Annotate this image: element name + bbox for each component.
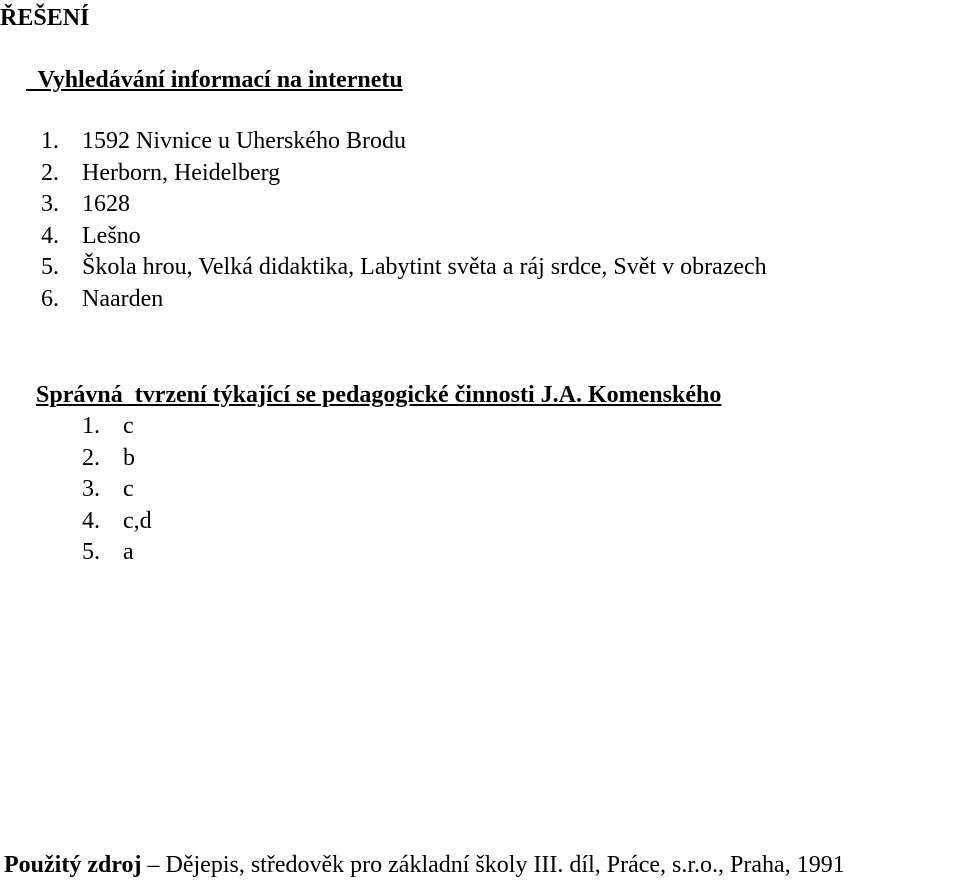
list-item-number: 1. <box>41 128 59 154</box>
list-item-text: Herborn, Heidelberg <box>82 159 281 186</box>
list-item-text: b <box>123 444 135 471</box>
list-item <box>41 126 767 158</box>
list-item <box>41 189 767 221</box>
list-item-number: 5. <box>82 539 100 565</box>
list-item <box>82 537 152 569</box>
list-item-number: 2. <box>82 444 100 471</box>
list-item <box>41 252 767 284</box>
list-item-number: 1. <box>82 413 100 439</box>
list-item-number: 4. <box>82 507 100 534</box>
section-heading-internet-search: Vyhledávání informací na internetu <box>26 67 403 93</box>
list-item-text: c <box>123 476 134 502</box>
answers-list-comenius <box>82 411 152 569</box>
list-item-text: c <box>123 413 134 439</box>
list-item-number: 4. <box>41 222 59 249</box>
list-item-text: Naarden <box>82 285 164 312</box>
list-item-text: 1628 <box>82 191 130 217</box>
list-item <box>82 506 152 538</box>
list-item <box>41 158 767 190</box>
list-item-number: 3. <box>41 191 59 217</box>
list-item-number: 6. <box>41 285 59 312</box>
list-item-text: Lešno <box>82 222 141 249</box>
source-label: Použitý zdroj <box>4 852 142 878</box>
list-item <box>41 284 767 316</box>
list-item <box>82 474 152 506</box>
list-item-text: c,d <box>123 507 152 534</box>
list-item-number: 5. <box>41 254 59 280</box>
list-item <box>82 443 152 475</box>
list-item-number: 3. <box>82 476 100 502</box>
list-item <box>41 221 767 253</box>
list-item-text: 1592 Nivnice u Uherského Brodu <box>82 128 406 154</box>
source-text: – Dějepis, středověk pro základní školy III. díl, Práce, s.r.o., Praha, 1991 <box>141 852 845 878</box>
list-item <box>82 411 152 443</box>
source-citation <box>4 851 845 879</box>
page-title: ŘEŠENÍ <box>0 5 90 31</box>
answers-list-internet-search <box>41 126 767 315</box>
section-heading-comenius-statements: Správná tvrzení týkající se pedagogické činnosti J.A. Komenského <box>36 382 722 408</box>
list-item-number: 2. <box>41 159 59 186</box>
list-item-text: Škola hrou, Velká didaktika, Labytint světa a ráj srdce, Svět v obrazech <box>82 254 767 280</box>
list-item-text: a <box>123 539 134 565</box>
